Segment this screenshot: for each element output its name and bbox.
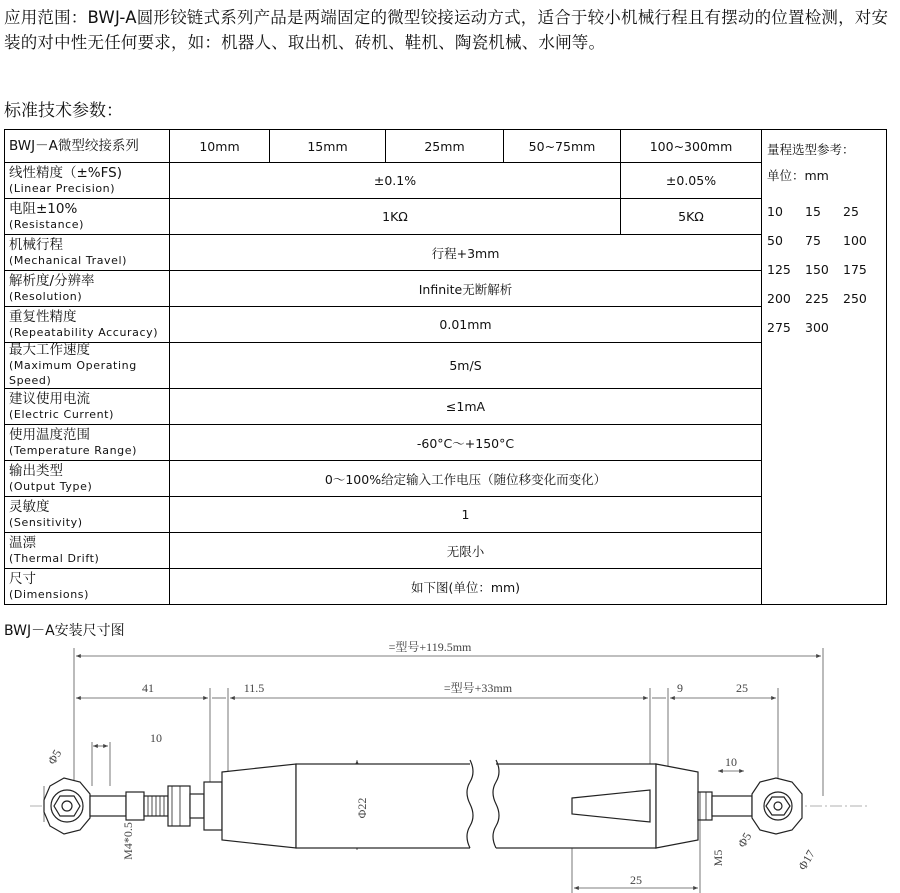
dim-10-left-label: 10: [150, 731, 162, 745]
left-eye-neck: [90, 796, 126, 816]
value-repeatability: 0.01mm: [170, 307, 762, 343]
dim-41-label: 41: [142, 681, 154, 695]
param-label-resolution: 解析度/分辨率 (Resolution): [5, 271, 170, 307]
param-label-max-speed: 最大工作速度 (Maximum Operating Speed): [5, 343, 170, 389]
value-max-speed: 5m/S: [170, 343, 762, 389]
dim-phi22-label: Φ22: [355, 797, 369, 819]
param-label-mechanical-travel: 机械行程 (Mechanical Travel): [5, 235, 170, 271]
dim-overall-label: =型号+119.5mm: [388, 640, 472, 654]
value-temperature: -60°C～+150°C: [170, 425, 762, 461]
param-label-sensitivity: 灵敏度 (Sensitivity): [5, 497, 170, 533]
intro-paragraph: 应用范围：BWJ-A圆形铰链式系列产品是两端固定的微型铰接运动方式，适合于较小机械行程且有摆动的位置检测，对安装的对中性无任何要求，如：机器人、取出机、砖机、鞋机、陶瓷机械、水闸等。: [4, 8, 889, 52]
value-linear-precision-large: ±0.05%: [621, 163, 762, 199]
value-resistance: 1KΩ: [170, 199, 621, 235]
dim-m4-label: M4*0.5: [121, 822, 135, 860]
param-label-thermal-drift: 温漂 (Thermal Drift): [5, 533, 170, 569]
range-ref-row: 50 75 100: [767, 233, 867, 248]
right-rod: [712, 796, 752, 816]
body-left-end: [222, 764, 296, 848]
left-hex-flange: [204, 782, 222, 830]
left-eye-hole: [62, 801, 72, 811]
standard-params-title: 标准技术参数：: [4, 101, 123, 121]
value-mechanical-travel: 行程+3mm: [170, 235, 762, 271]
drawing-title: BWJ－A安装尺寸图: [4, 623, 125, 639]
dim-body-label: =型号+33mm: [443, 681, 513, 695]
value-resistance-large: 5KΩ: [621, 199, 762, 235]
range-ref-row: 275 300: [767, 320, 829, 335]
range-ref-title: 量程选型参考：: [767, 142, 855, 157]
range-header: 50~75mm: [504, 130, 621, 163]
dim-25-bottom-label: 25: [630, 873, 642, 887]
param-label-resistance: 电阻±10% (Resistance): [5, 199, 170, 235]
series-name-cell: BWJ－A微型绞接系列: [5, 130, 170, 163]
param-label-repeatability: 重复性精度 (Repeatability Accuracy): [5, 307, 170, 343]
dim-phi17-label: Φ17: [795, 847, 818, 873]
range-ref-unit: 单位：mm: [767, 168, 829, 183]
value-resolution: Infinite无断解析: [170, 271, 762, 307]
range-ref-row: 125 150 175: [767, 262, 867, 277]
value-linear-precision: ±0.1%: [170, 163, 621, 199]
dim-9-label: 9: [677, 681, 683, 695]
left-nut: [126, 792, 144, 820]
range-header: 10mm: [170, 130, 270, 163]
left-collar: [190, 794, 204, 818]
installation-drawing: [0, 636, 900, 893]
param-label-linear-precision: 线性精度（±%FS) (Linear Precision): [5, 163, 170, 199]
right-eye-hole: [774, 802, 782, 810]
left-locknut: [168, 786, 190, 826]
range-ref-row: 200 225 250: [767, 291, 867, 306]
param-label-dimensions: 尺寸 (Dimensions): [5, 569, 170, 605]
dim-phi5-left-label: Φ5: [44, 747, 65, 767]
break-symbol: [467, 760, 499, 852]
param-label-output-type: 输出类型 (Output Type): [5, 461, 170, 497]
dim-phi5-right-label: Φ5: [734, 830, 755, 850]
value-dimensions: 如下图(单位：mm): [170, 569, 762, 605]
value-sensitivity: 1: [170, 497, 762, 533]
param-label-temperature: 使用温度范围 (Temperature Range): [5, 425, 170, 461]
spec-table: [4, 129, 887, 605]
range-ref-row: 10 15 25: [767, 204, 859, 219]
value-thermal-drift: 无限小: [170, 533, 762, 569]
dim-m5-label: M5: [711, 849, 725, 867]
dim-10-right-label: 10: [725, 755, 737, 769]
body-right-end: [656, 764, 698, 848]
param-label-current: 建议使用电流 (Electric Current): [5, 389, 170, 425]
dim-11-5-label: 11.5: [243, 681, 265, 695]
dim-25-top-label: 25: [736, 681, 748, 695]
range-header: 25mm: [386, 130, 504, 163]
range-header: 15mm: [270, 130, 386, 163]
range-reference-panel: [762, 130, 887, 605]
range-header: 100~300mm: [621, 130, 762, 163]
value-current: ≤1mA: [170, 389, 762, 425]
value-output-type: 0～100%给定输入工作电压（随位移变化而变化）: [170, 461, 762, 497]
